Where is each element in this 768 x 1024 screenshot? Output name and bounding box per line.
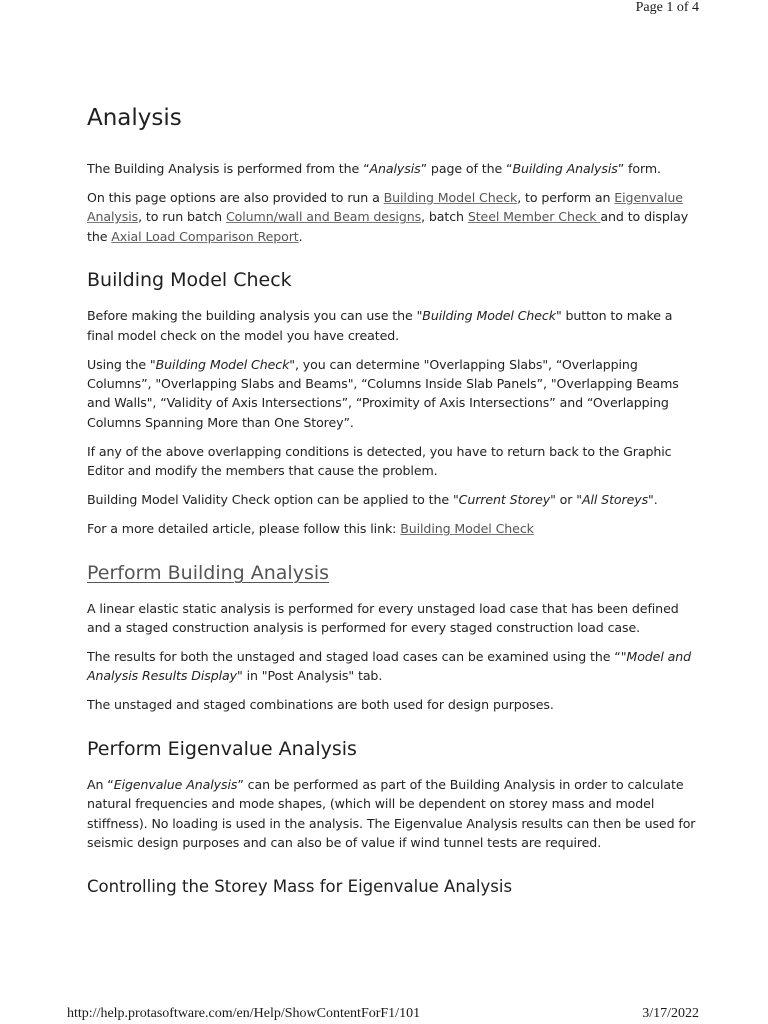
bmc-paragraph-5 <box>87 519 702 538</box>
page-number: Page 1 of 4 <box>635 0 699 15</box>
link-axial-load-comparison-report[interactable]: Axial Load Comparison Report <box>111 228 299 244</box>
bmc-paragraph-1 <box>87 306 702 345</box>
subsection-heading-controlling-storey-mass: Controlling the Storey Mass for Eigenvalue Analysis <box>87 876 513 896</box>
section-heading-building-model-check: Building Model Check <box>87 269 292 292</box>
text-run: ” page of the “ <box>420 161 513 176</box>
link-building-model-check[interactable]: Building Model Check <box>383 190 518 205</box>
text-run: " in "Post Analysis" tab. <box>236 668 383 684</box>
text-run: The results for both the unstaged and staged load cases can be examined using the “" <box>87 649 627 665</box>
text-run: ” can be performed as part of the Building Analysis in order to calculate natural frequencies and mode shapes, (which will be dependent on storey mass and model stiffness). No loading is used in the analysis. The Eigenvalue Analysis results can then be used for seismic design purposes and can also be of value if wind tunnel tests are required. <box>87 776 696 851</box>
text-run: . <box>298 228 303 244</box>
footer-date: 3/17/2022 <box>642 1006 699 1021</box>
italic-text: Building Model Check <box>422 308 556 324</box>
pea-paragraph-1 <box>87 775 702 853</box>
pba-paragraph-2 <box>87 647 702 686</box>
italic-text: Current Storey <box>458 492 551 508</box>
section-heading-perform-building-analysis[interactable]: Perform Building Analysis <box>87 561 330 584</box>
italic-text: Analysis <box>369 161 421 176</box>
bmc-paragraph-2 <box>87 355 702 433</box>
text-run: An “ <box>87 776 114 792</box>
italic-text: Eigenvalue Analysis <box>113 776 238 792</box>
intro-paragraph-2 <box>87 188 702 246</box>
text-run: ". <box>648 492 658 508</box>
link-building-model-check-article[interactable]: Building Model Check <box>400 521 534 537</box>
text-run: , to run batch <box>138 209 226 225</box>
pba-paragraph-3: The unstaged and staged combinations are both used for design purposes. <box>87 697 554 713</box>
text-run: The Building Analysis is performed from the “ <box>87 161 370 176</box>
text-run: ” form. <box>617 161 661 176</box>
text-run: and to display the <box>87 209 689 244</box>
text-run: For a more detailed article, please follow this link: <box>87 521 401 537</box>
text-run: Before making the building analysis you can use the " <box>87 308 423 324</box>
italic-text: Building Model Check <box>155 356 290 372</box>
article-body <box>87 102 702 899</box>
text-run: " or " <box>550 492 582 508</box>
pba-paragraph-1: A linear elastic static analysis is performed for every unstaged load case that has been defined and a staged construction analysis is performed for every staged construction load case. <box>87 600 679 636</box>
footer-url: http://help.protasoftware.com/en/Help/ShowContentForF1/101 <box>67 1006 421 1021</box>
link-column-wall-beam-designs[interactable]: Column/wall and Beam designs <box>225 209 422 225</box>
text-run: ", you can determine "Overlapping Slabs", “Overlapping Columns”, "Overlapping Slabs and Beams", “Columns Inside Slab Panels”, "Overlapping Beams and Walls", “Validity of Axis Intersections”, “Proximity of Axis Intersections” and “Overlapping Columns Spanning More than One Storey”. <box>87 356 679 430</box>
text-run: On this page options are also provided to run a <box>87 190 384 205</box>
bmc-paragraph-3: If any of the above overlapping conditions is detected, you have to return back to the Graphic Editor and modify the members that cause the problem. <box>87 443 672 479</box>
page-title: Analysis <box>87 105 182 131</box>
text-run: , batch <box>421 209 468 225</box>
section-heading-perform-eigenvalue-analysis: Perform Eigenvalue Analysis <box>87 737 357 760</box>
text-run: Using the " <box>87 356 156 372</box>
text-run: Building Model Validity Check option can be applied to the " <box>87 492 459 508</box>
text-run: , to perform an <box>517 190 615 205</box>
italic-text: Building Analysis <box>512 161 618 176</box>
bmc-paragraph-4 <box>87 490 702 509</box>
intro-paragraph-1 <box>87 159 702 178</box>
link-eigenvalue-analysis[interactable]: Eigenvalue Analysis <box>87 190 683 225</box>
text-run: " button to make a final model check on the model you have created. <box>87 308 673 343</box>
italic-text: Model and Analysis Results Display <box>87 649 692 684</box>
link-steel-member-check[interactable]: Steel Member Check <box>467 209 601 225</box>
italic-text: All Storeys <box>581 492 649 508</box>
